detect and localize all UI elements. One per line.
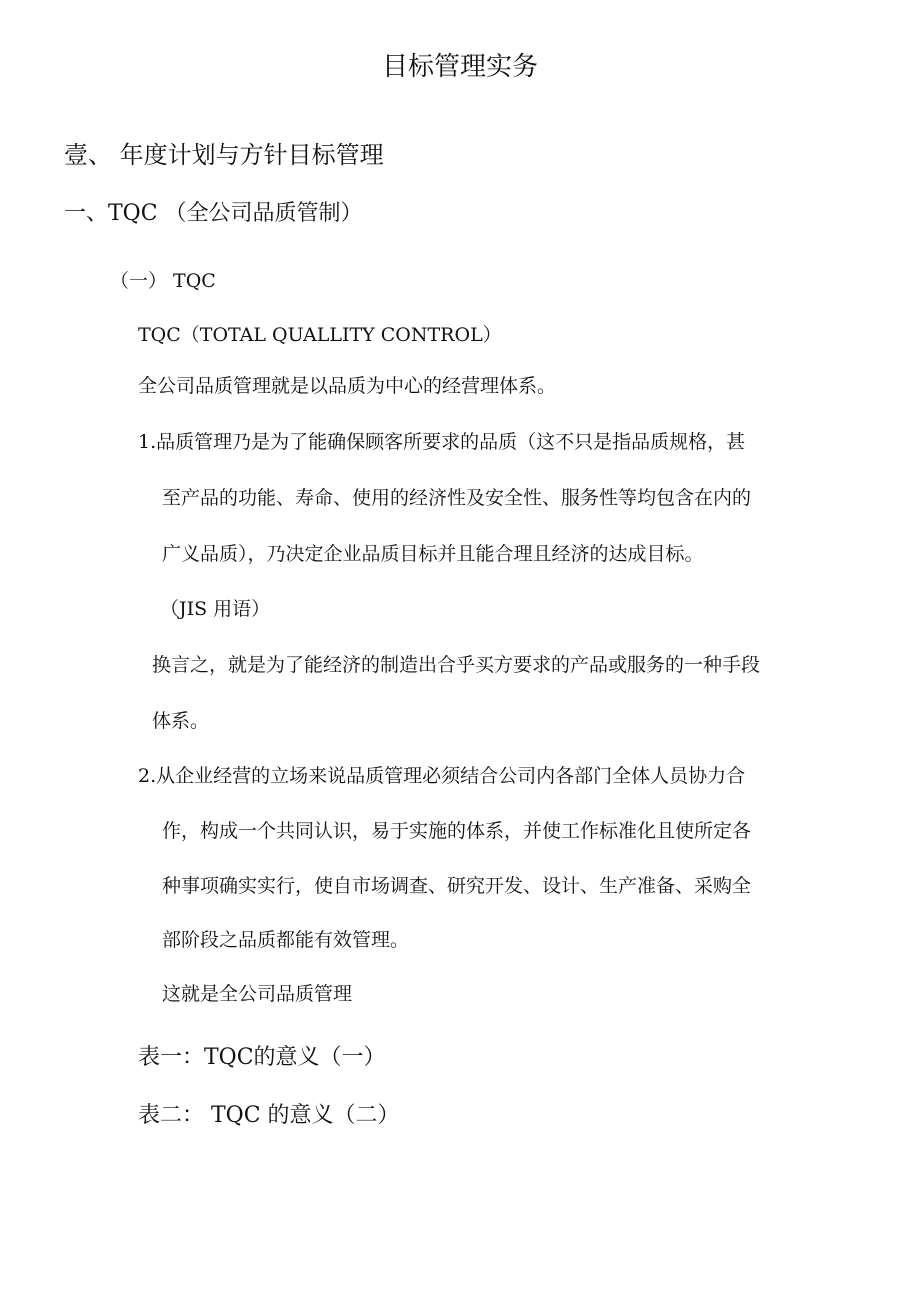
- subsubsection-heading: （一） TQC: [110, 270, 216, 292]
- subsection-heading: 一、TQC （全公司品质管制）: [64, 201, 363, 226]
- item-2-line-1: 2.从企业经营的立场来说品质管理必须结合公司内各部门全体人员协力合: [138, 765, 746, 787]
- jis-note: （JIS 用语）: [160, 598, 271, 620]
- item-1-line-2: 至产品的功能、寿命、使用的经济性及安全性、服务性等均包含在内的: [162, 487, 752, 509]
- table-2-label: 表二： TQC 的意义（二）: [138, 1103, 400, 1128]
- item-2-line-2: 作，构成一个共同认识，易于实施的体系，并使工作标准化且使所定各: [162, 820, 752, 842]
- definition-text: 全公司品质管理就是以品质为中心的经营理体系。: [138, 375, 557, 397]
- conclusion-text: 这就是全公司品质管理: [162, 983, 353, 1005]
- section-heading: 壹、 年度计划与方针目标管理: [64, 141, 384, 169]
- item-1-line-1: 1.品质管理乃是为了能确保顾客所要求的品质（这不只是指品质规格，甚: [138, 431, 746, 453]
- item-1-line-3: 广义品质），乃决定企业品质目标并且能合理且经济的达成目标。: [162, 543, 704, 565]
- item-2-line-4: 部阶段之品质都能有效管理。: [162, 929, 410, 951]
- table-1-label: 表一：TQC的意义（一）: [138, 1045, 386, 1070]
- rephrase-line-1: 换言之，就是为了能经济的制造出合乎买方要求的产品或服务的一种手段: [152, 654, 761, 676]
- tqc-full-name: TQC（TOTAL QUALLITY CONTROL）: [138, 324, 502, 346]
- item-2-line-3: 种事项确实实行，使自市场调查、研究开发、设计、生产准备、采购全: [162, 875, 752, 897]
- page-title: 目标管理实务: [381, 52, 538, 82]
- rephrase-line-2: 体系。: [152, 710, 210, 732]
